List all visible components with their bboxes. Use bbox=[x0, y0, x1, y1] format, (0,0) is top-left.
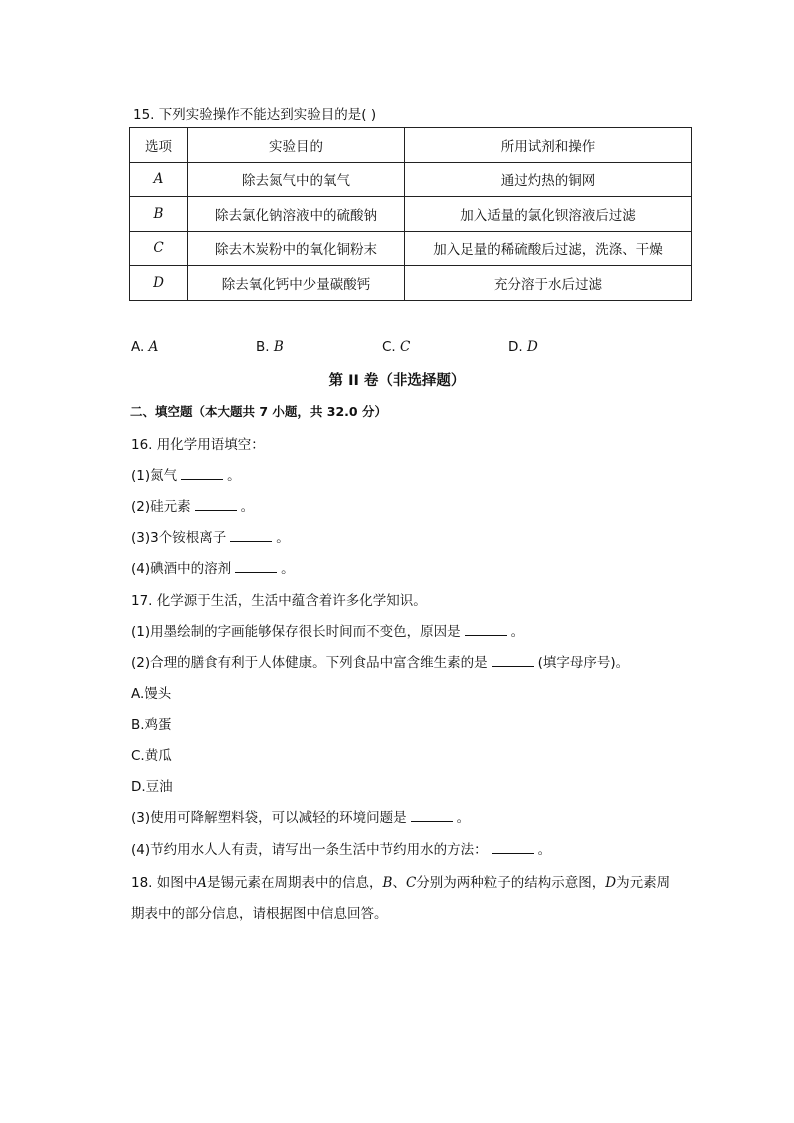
row-option: D bbox=[130, 266, 188, 301]
header-operation: 所用试剂和操作 bbox=[405, 128, 692, 163]
row-operation: 通过灼热的铜网 bbox=[405, 162, 692, 197]
question-17-sub-3: (3)使用可降解塑料袋，可以减轻的环境问题是 。 bbox=[131, 810, 471, 826]
question-16-item-4: (4)碘酒中的溶剂 。 bbox=[131, 561, 295, 577]
header-purpose: 实验目的 bbox=[188, 128, 405, 163]
question-16-stem: 16. 用化学用语填空： bbox=[131, 437, 265, 453]
question-17-stem: 17. 化学源于生活，生活中蕴含着许多化学知识。 bbox=[131, 593, 427, 609]
question-15-stem: 15. 下列实验操作不能达到实验目的是( ) bbox=[133, 107, 377, 123]
table-row bbox=[130, 266, 692, 301]
row-option: B bbox=[130, 197, 188, 232]
answer-blank[interactable] bbox=[230, 529, 272, 542]
table-row bbox=[130, 197, 692, 232]
choice-a: A. A bbox=[131, 339, 159, 355]
row-purpose: 除去氧化钙中少量碳酸钙 bbox=[188, 266, 405, 301]
question-17-sub-4: (4)节约用水人人有责，请写出一条生活中节约用水的方法： 。 bbox=[131, 842, 552, 858]
row-purpose: 除去氯化钠溶液中的硫酸钠 bbox=[188, 197, 405, 232]
table-row bbox=[130, 162, 692, 197]
row-purpose: 除去氮气中的氧气 bbox=[188, 162, 405, 197]
answer-blank[interactable] bbox=[492, 841, 534, 854]
answer-blank[interactable] bbox=[235, 560, 277, 573]
question-16-item-2: (2)硅元素 。 bbox=[131, 499, 255, 515]
question-18-stem-line-2: 期表中的部分信息，请根据图中信息回答。 bbox=[131, 906, 388, 922]
question-18-stem: 18. 如图中A是锡元素在周期表中的信息，B、C分别为两种粒子的结构示意图，D为元素周 bbox=[131, 875, 671, 891]
question-15-table bbox=[129, 127, 692, 301]
part-title: 第 II 卷（非选择题） bbox=[328, 373, 466, 389]
question-17-option-a: A.馒头 bbox=[131, 686, 172, 702]
row-option: C bbox=[130, 231, 188, 266]
choice-c: C. C bbox=[382, 339, 411, 355]
row-operation: 加入足量的稀硫酸后过滤，洗涤、干燥 bbox=[405, 231, 692, 266]
answer-blank[interactable] bbox=[492, 654, 534, 667]
question-17-sub-1: (1)用墨绘制的字画能够保存很长时间而不变色，原因是 。 bbox=[131, 624, 525, 640]
row-operation: 加入适量的氯化钡溶液后过滤 bbox=[405, 197, 692, 232]
answer-blank[interactable] bbox=[181, 467, 223, 480]
question-16-item-3: (3)3个铵根离子 。 bbox=[131, 530, 290, 546]
table-row bbox=[130, 231, 692, 266]
row-operation: 充分溶于水后过滤 bbox=[405, 266, 692, 301]
table-header-row bbox=[130, 128, 692, 163]
question-17-option-b: B.鸡蛋 bbox=[131, 717, 172, 733]
choice-b: B. B bbox=[256, 339, 284, 355]
answer-blank[interactable] bbox=[465, 623, 507, 636]
question-17-sub-2: (2)合理的膳食有利于人体健康。下列食品中富含维生素的是 (填字母序号)。 bbox=[131, 655, 630, 671]
choice-d: D. D bbox=[508, 339, 538, 355]
answer-blank[interactable] bbox=[411, 809, 453, 822]
question-17-option-c: C.黄瓜 bbox=[131, 748, 172, 764]
answer-blank[interactable] bbox=[195, 498, 237, 511]
row-option: A bbox=[130, 162, 188, 197]
section-title: 二、填空题（本大题共 7 小题，共 32.0 分） bbox=[130, 404, 387, 419]
question-16-item-1: (1)氮气 。 bbox=[131, 468, 241, 484]
question-17-option-d: D.豆油 bbox=[131, 779, 173, 795]
row-purpose: 除去木炭粉中的氧化铜粉末 bbox=[188, 231, 405, 266]
header-option: 选项 bbox=[130, 128, 188, 163]
